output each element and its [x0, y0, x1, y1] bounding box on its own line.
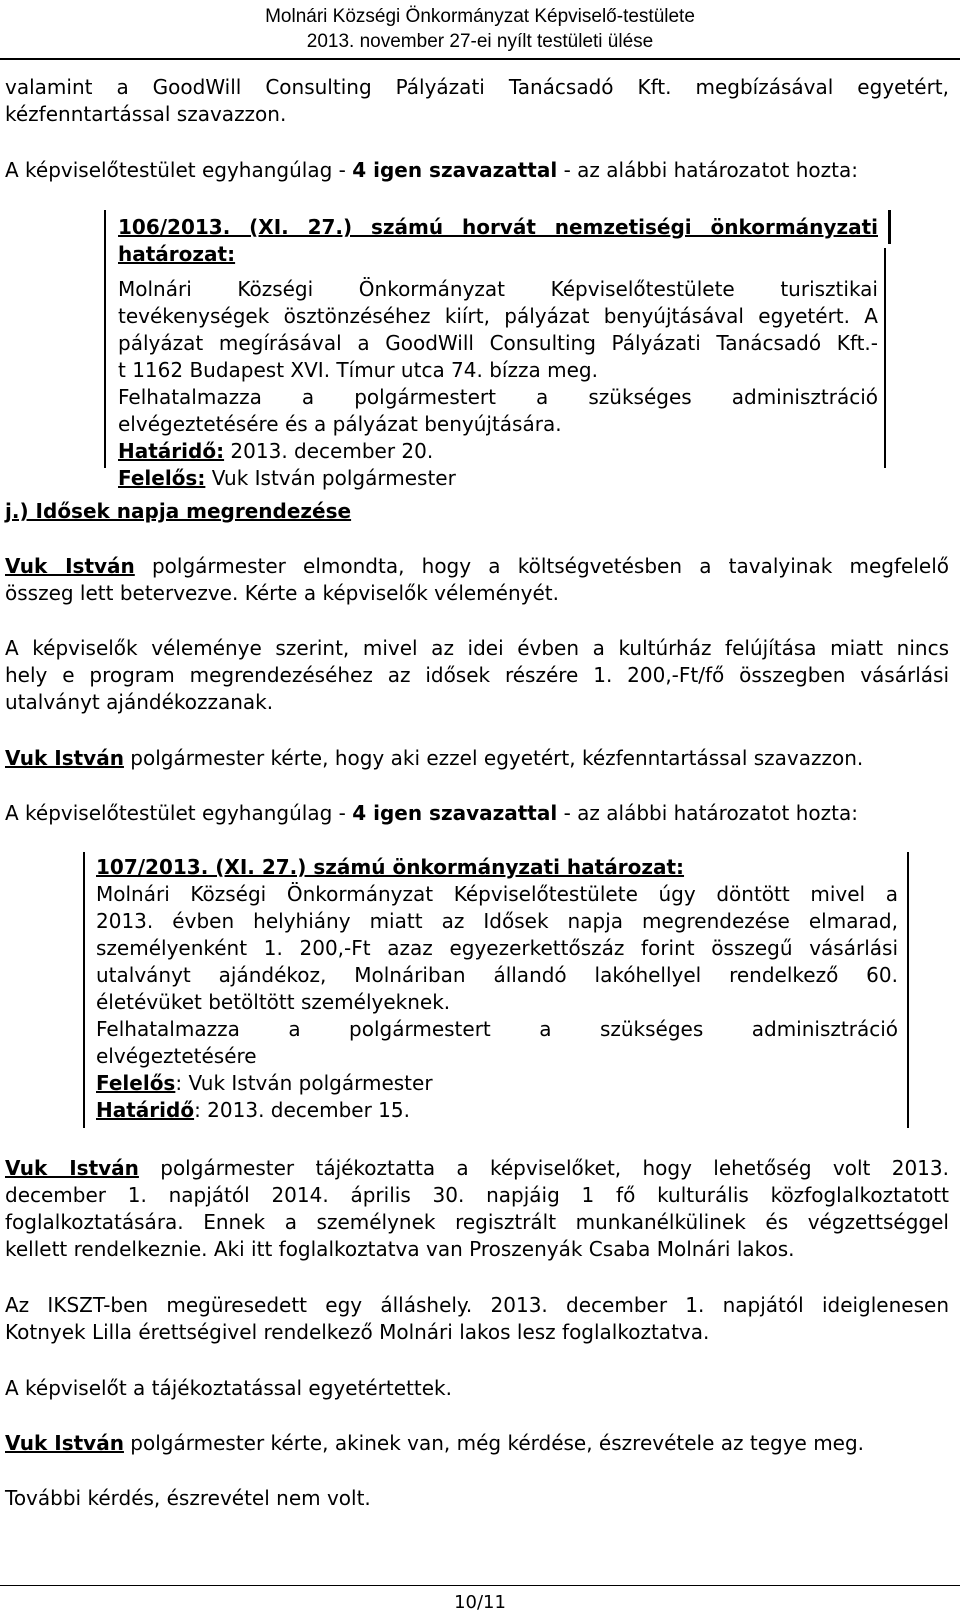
page-number: 10/11 [454, 1592, 506, 1613]
resolution-106-right-border [884, 248, 886, 468]
resolution-106-left-border [104, 210, 106, 468]
header-divider [0, 58, 960, 60]
resolution-107-title: 107/2013. (XI. 27.) számú önkormányzati határozat: [96, 855, 685, 879]
speaker-name: Vuk István [5, 746, 124, 770]
speaker-name: Vuk István [5, 1156, 139, 1180]
footer-divider [0, 1585, 960, 1586]
resolution-107: 107/2013. (XI. 27.) számú önkormányzati határozat: Molnári Községi Önkormányzat Képviselőtestülete úgy döntött mivel a 2013. évben helyhiány miatt az Idősek napja megrendezése elmarad, személyenként 1. 200,-Ft azaz egyezerkettőszáz forint összegű vásárlási utalványt ajándékoz, Molnáriban állandó lakóhellyel rendelkező 60. életévüket betöltött személyeknek. Felhatalmazza a polgármestert a szükséges adminisztráció elvégeztetésére Felelős: Vuk István polgármester Határidő: 2013. december 15. [96, 855, 898, 1122]
resolution-106: 106/2013. (XI. 27.) számú horvát nemzetiségi önkormányzati határozat: Molnári Községi Önkormányzat Képviselőtestülete turisztikai tevékenységek ösztönzéséhez kiírt, pályázat benyújtásával egyetért. A pályázat megírásával a GoodWill Consulting Pályázati Tanácsadó Kft.- t 1162 Budapest XVI. Tímur utca 74. bízza meg. Felhatalmazza a polgármestert a szükséges adminisztráció elvégeztetésére és a pályázat benyújtására. Határidő: 2013. december 20. Felelős: Vuk István polgármester [118, 215, 878, 490]
vote-statement-2: A képviselőtestület egyhangúlag - 4 igen szavazattal - az alábbi határozatot hozta: [5, 801, 858, 825]
paragraph-ikszt: Az IKSZT-ben megüresedett egy álláshely. 2013. december 1. napjától ideiglenesen Kotnyek Lilla érettségivel rendelkező Molnári lakos lesz foglalkoztatva. [5, 1293, 949, 1344]
resolution-107-left-border [83, 852, 85, 1128]
header-meeting-date: 2013. november 27-ei nyílt testületi ülése [306, 31, 654, 52]
paragraph-vote-request: Vuk István polgármester kérte, hogy aki ezzel egyetért, kézfenntartással szavazzon. [5, 746, 864, 770]
resolution-107-responsible: Felelős: Vuk István polgármester [96, 1071, 433, 1095]
page-header [0, 4, 960, 54]
intro-paragraph: valamint a GoodWill Consulting Pályázati Tanácsadó Kft. megbízásával egyetért, kézfenntartással szavazzon. [5, 75, 949, 126]
resolution-106-responsible: Felelős: Vuk István polgármester [118, 466, 456, 490]
paragraph-budget: Vuk István polgármester elmondta, hogy a költségvetésben a tavalyinak megfelelő összeg lett betervezve. Kérte a képviselők véleményét. [5, 554, 949, 605]
resolution-107-right-border [907, 852, 909, 1128]
paragraph-opinion: A képviselők véleménye szerint, mivel az idei évben a kultúrház felújítása miatt nincs hely e program megrendezéséhez az idősek részére 1. 200,-Ft/fő összegben vásárlási utalványt ajándékozzanak. [5, 636, 949, 714]
vote-statement-1: A képviselőtestület egyhangúlag - 4 igen szavazattal - az alábbi határozatot hozta: [5, 158, 858, 182]
speaker-name: Vuk István [5, 1431, 124, 1455]
resolution-106-title: 106/2013. (XI. 27.) számú horvát nemzetiségi önkormányzati határozat: [118, 215, 878, 266]
paragraph-questions-request: Vuk István polgármester kérte, akinek van, még kérdése, észrevétele az tegye meg. [5, 1431, 865, 1455]
resolution-106-right-border-top [888, 210, 891, 244]
paragraph-no-questions: További kérdés, észrevétel nem volt. [5, 1486, 371, 1510]
section-j-heading: j.) Idősek napja megrendezése [5, 499, 352, 523]
resolution-107-deadline: Határidő: 2013. december 15. [96, 1098, 410, 1122]
speaker-name: Vuk István [5, 554, 135, 578]
paragraph-agreement: A képviselőt a tájékoztatással egyetértettek. [5, 1376, 452, 1400]
paragraph-public-employment: Vuk István polgármester tájékoztatta a képviselőket, hogy lehetőség volt 2013. december 1. napjától 2014. április 30. napjáig 1 fő kulturális közfoglalkoztatott foglalkoztatására. Ennek a személynek regisztrált munkanélkülinek és végzettséggel kellett rendelkeznie. Aki itt foglalkoztatva van Proszenyák Csaba Molnári lakos. [5, 1156, 949, 1261]
header-council-name: Molnári Községi Önkormányzat Képviselő-testülete [265, 6, 695, 27]
resolution-106-deadline: Határidő: 2013. december 20. [118, 439, 434, 463]
